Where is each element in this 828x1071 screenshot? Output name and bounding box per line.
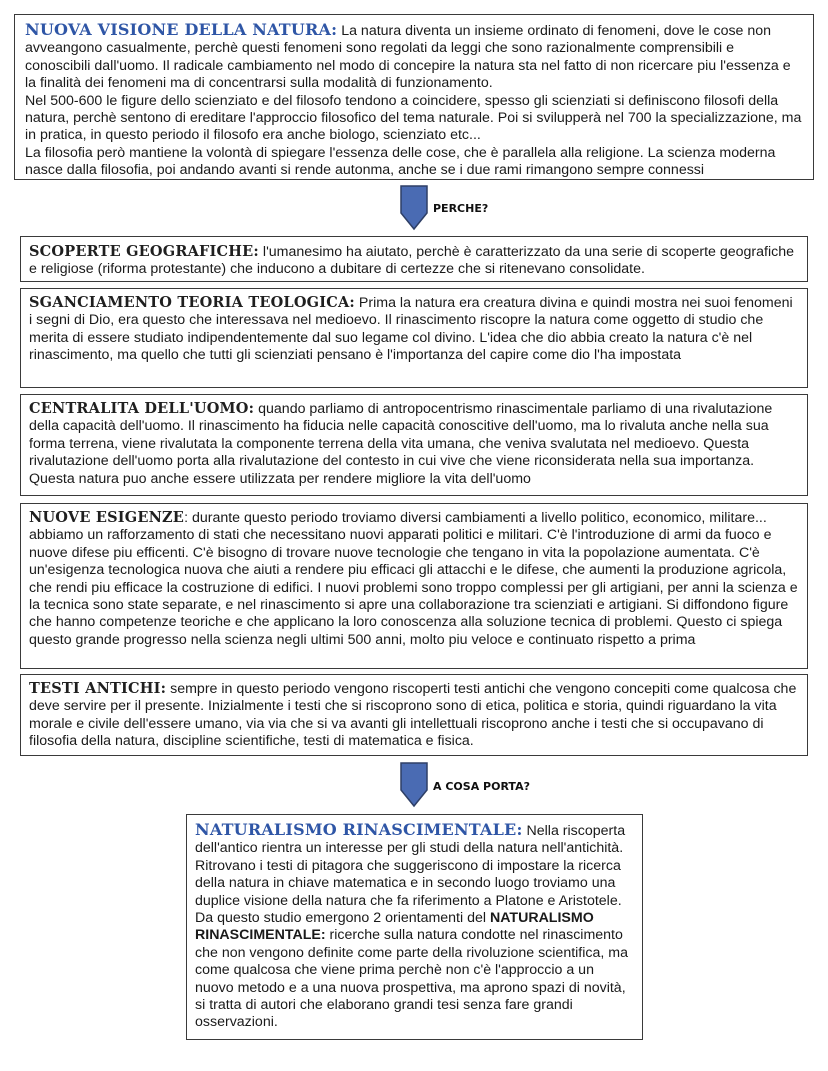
down-arrow-icon: [399, 762, 429, 808]
section-naturalismo-rinascimentale: [186, 814, 643, 1040]
scoperte-body: l'umanesimo ha aiutato, perchè è caratterizzato da una serie di scoperte geografiche e religiose (riforma protestante) che inducono a dubitare di certezze che si ritenevano consolidate.: [29, 244, 795, 278]
nuova-visione-title: NUOVA VISIONE DELLA NATURA:: [25, 20, 338, 39]
nuova-visione-p1: [25, 21, 803, 93]
section-scoperte-geografiche: [20, 236, 808, 282]
section-nuova-visione: [14, 14, 814, 180]
nuova-visione-p2: Nel 500-600 le figure dello scienziato e del filosofo tendono a coincidere, spesso gli scienziati si definiscono filosofi della natura, perchè sentono di ereditare l'approccio filosofico del tema naturale. Poi si svilupperà nel 700 la specializzazione, ma in pratica, in questo periodo il filosofo era anche biologo, scienziato etc...: [25, 92, 802, 144]
nuove-esigenze-text: [29, 509, 799, 649]
sganciamento-title: SGANCIAMENTO TEORIA TEOLOGICA:: [29, 294, 355, 311]
naturalismo-body1: Nella riscoperta dell'antico rientra un interesse per gli studi della natura nell'antichità. Ritrovano i testi di pitagora che suggeriscono di impostare la ricerca della natura in chiave matematica e in secondo luogo troviamo una duplice visione della natura che fa riferimento a Platone e Aristotele. Da questo studio emergono 2 orientamenti del: [195, 823, 626, 927]
sganciamento-text: [29, 294, 799, 365]
testi-antichi-body: sempre in questo periodo vengono riscoperti testi antichi che vengono concepiti come qualcosa che deve servire per il presente. Inizialmente i testi che si riscoprono sono di etica, politica e storia, quindi riguardano la vita morale e civile dell'essere umano, via via che si va avanti gli intellettuali riscoprono anche i testi che si occupavano di filosofia della natura, discipline scientifiche, testi di matematica e fisica.: [29, 681, 797, 750]
centralita-text: [29, 400, 799, 488]
nuova-visione-text1: La natura diventa un insieme ordinato di fenomeni, dove le cose non avveangono casualmente, perchè questi fenomeni sono regolati da leggi che sono razionalmente comprensibili e conoscibili dall'uomo. Il radicale cambiamento nel modo di concepire la natura sta nel fatto di non ricercare piu l'essenza e la finalità dei fenomeni ma di concentrarsi sulla modalità di funzionamento.: [25, 23, 791, 92]
section-testi-antichi: [20, 674, 808, 756]
section-sganciamento: [20, 288, 808, 388]
naturalismo-title: NATURALISMO RINASCIMENTALE:: [195, 820, 523, 839]
nuova-visione-p3: La filosofia però mantiene la volontà di spiegare l'essenza delle cose, che è parallela alla religione. La scienza moderna nasce dalla filosofia, poi andando avanti si rende autonma, anche se i due rami rimangono sempre connessi: [25, 144, 776, 179]
arrow-label-a-cosa-porta: A COSA PORTA?: [433, 780, 530, 793]
section-centralita-uomo: [20, 394, 808, 496]
centralita-body: quando parliamo di antropocentrismo rinascimentale parliamo di una rivalutazione della capacità dell'uomo. Il rinascimento ha fiducia nelle capacità conoscitive dell'uomo, ma lo rivaluta anche nella sua forma terrena, viene rivalutata la componente terrena della vita umana, che veniva svalutata nel medioevo. Questa rivalutazione dell'uomo porta alla rivalutazione del contesto in cui vive che viene riconsiderata nella sua importanza. Questa natura puo anche essere utilizzata per rendere migliore la vita dell'uomo: [29, 401, 773, 487]
naturalismo-body2: ricerche sulla natura condotte nel rinascimento che non vengono definite come parte della rivoluzione scientifica, ma come qualcosa che viene prima perchè non c'è l'approccio a un nuovo metodo e a una nuova prospettiva, ma aprono spazi di novità, si tratta di autori che elaborano grandi tesi senza fare grandi osservazioni.: [195, 927, 628, 1031]
centralita-title: CENTRALITA DELL'UOMO:: [29, 400, 255, 417]
naturalismo-text: [195, 821, 634, 1032]
nuove-esigenze-title: NUOVE ESIGENZE: [29, 509, 185, 526]
down-arrow-icon: [399, 185, 429, 231]
section-nuove-esigenze: [20, 503, 808, 669]
naturalismo-bold-term: NATURALISMO RINASCIMENTALE:: [195, 910, 594, 944]
sganciamento-body: Prima la natura era creatura divina e quindi mostra nei suoi fenomeni i segni di Dio, era questo che interessava nel medioevo. Il rinascimento riscopre la natura come oggetto di studio che merita di essere studiato indipendentemente dal suo legame col divino. L'idea che dio abbia creato la natura c'è nel rinascimento, ma quello che tutti gli scienziati pensano è l'importanza del capire come dio l'ha impostata: [29, 295, 793, 364]
scoperte-text: [29, 243, 799, 279]
testi-antichi-title: TESTI ANTICHI:: [29, 680, 167, 697]
arrow-label-perche: PERCHE?: [433, 202, 489, 215]
testi-antichi-text: [29, 680, 799, 751]
scoperte-title: SCOPERTE GEOGRAFICHE:: [29, 243, 259, 260]
nuove-esigenze-body: : durante questo periodo troviamo diversi cambiamenti a livello politico, economico, militare... abbiamo un rafforzamento di stati che necessitano nuovi apparati politici e militari. C'è l'introduzione di armi da fuoco e nuove difese piu efficenti. C'è bisogno di trovare nuove tecnologie che tengano in vita la popolazione aumentata. C'è un'esigenza tecnologica nuova che aiuti a rendere piu efficaci gli attacchi e le difese, che aumenti la produzione agricola, che rendi piu efficace la costruzione di edifici. I nuovi problemi sono troppo complessi per gli artigiani, per anni la scienza e la tecnica sono state separate, e nel rinascimento si apre una collaborazione tra scienziati e artigiani. Si diffondono figure che hanno competenze teoriche e che applicano la loro conoscenza alla soluzione tecnica di problemi. Questo ci spiega questo grande progresso nella scienza negli ultimi 500 anni, molto piu veloce e continuato rispetto a prima: [29, 510, 798, 648]
